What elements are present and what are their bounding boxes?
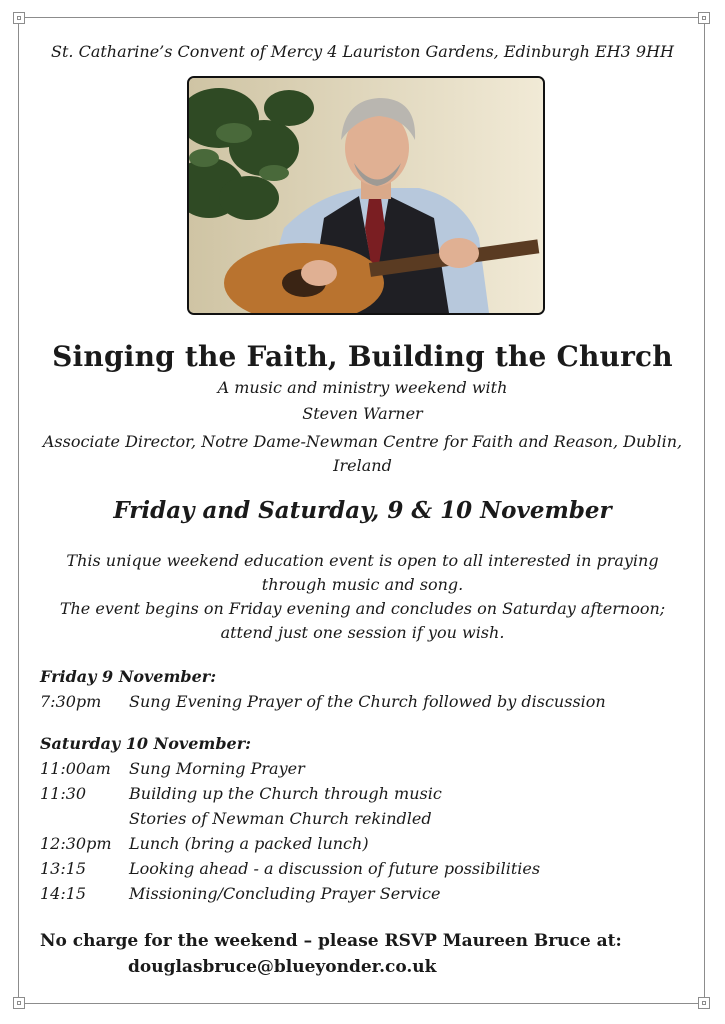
schedule-time: 11:30 (40, 784, 87, 803)
schedule-row (40, 689, 695, 714)
schedule-row (40, 831, 695, 856)
event-subtitle: A music and ministry weekend with (217, 378, 508, 397)
venue-address: St. Catharine’s Convent of Mercy 4 Lauriston Gardens, Edinburgh EH3 9HH (51, 42, 674, 61)
schedule-description: Looking ahead - a discussion of future possibilities (129, 859, 541, 878)
schedule-description: Lunch (bring a packed lunch) (129, 834, 369, 853)
schedule-row (40, 756, 695, 781)
corner-ornament (698, 997, 710, 1009)
event-title: Singing the Faith, Building the Church (52, 340, 673, 373)
schedule-time (40, 806, 129, 831)
corner-ornament (13, 12, 25, 24)
speaker-affiliation: Associate Director, Notre Dame-Newman Centre for Faith and Reason, Dublin, Ireland (42, 432, 683, 475)
schedule-description: Building up the Church through music (129, 784, 442, 803)
friday-schedule (40, 664, 695, 714)
schedule-time: 13:15 (40, 859, 87, 878)
corner-ornament (13, 997, 25, 1009)
speaker-photo (187, 76, 545, 315)
schedule-description: Sung Evening Prayer of the Church followed by discussion (129, 692, 606, 711)
corner-ornament (698, 12, 710, 24)
schedule-heading: Friday 9 November: (40, 667, 217, 686)
schedule-row (40, 806, 695, 831)
schedule-time: 7:30pm (40, 692, 102, 711)
schedule-row (40, 781, 695, 806)
event-dates: Friday and Saturday, 9 & 10 November (113, 497, 612, 524)
schedule-heading: Saturday 10 November: (40, 734, 252, 753)
schedule-description: Missioning/Concluding Prayer Service (129, 884, 441, 903)
intro-paragraph: The event begins on Friday evening and concludes on Saturday afternoon; attend just one session if you wish. (59, 599, 666, 642)
schedule-time: 12:30pm (40, 834, 112, 853)
speaker-name: Steven Warner (302, 404, 423, 423)
rsvp-text: No charge for the weekend – please RSVP Maureen Bruce at: (40, 931, 622, 951)
schedule-row (40, 856, 695, 881)
saturday-schedule (40, 731, 695, 906)
schedule-time: 11:00am (40, 759, 111, 778)
schedule-description: Sung Morning Prayer (129, 759, 305, 778)
rsvp-footer (40, 928, 695, 980)
schedule-time: 14:15 (40, 884, 87, 903)
schedule-row (40, 881, 695, 906)
schedule-description: Stories of Newman Church rekindled (129, 809, 432, 828)
intro-paragraph: This unique weekend education event is open to all interested in praying through music and song. (66, 551, 659, 594)
rsvp-email-link[interactable]: douglasbruce@blueyonder.co.uk (128, 957, 437, 977)
guitarist-illustration (189, 78, 543, 313)
event-intro (40, 549, 685, 645)
